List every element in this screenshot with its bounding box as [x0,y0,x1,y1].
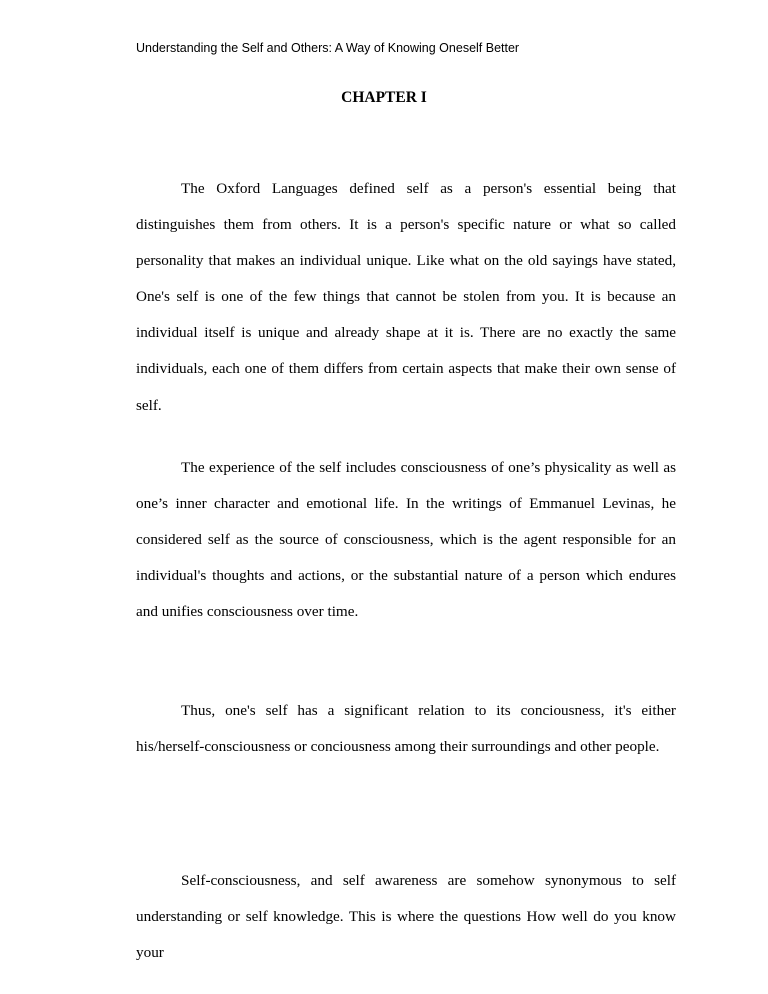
body-paragraph-1: The Oxford Languages defined self as a person's essential being that distinguishes them from others. It is a person's specific nature or what so called personality that makes an individual unique. Like what on the old sayings have stated, One's self is one of the few things that cannot be stolen from you. It is because an individual itself is unique and already shape at it is. There are no exactly the same individuals, each one of them differs from certain aspects that make their own sense of self. [136,180,676,414]
body-paragraph-3: Thus, one's self has a significant relation to its conciousness, it's either his/herself-consciousness or conciousness among their surroundings and other people. [136,702,676,756]
running-header: Understanding the Self and Others: A Way of Knowing Oneself Better [136,41,520,55]
body-paragraph-4: Self-consciousness, and self awareness are somehow synonymous to self understanding or self knowledge. This is where the questions How well do you know your [136,872,676,962]
body-paragraph-2: The experience of the self includes consciousness of one’s physicality as well as one’s inner character and emotional life. In the writings of Emmanuel Levinas, he considered self as the source of consciousness, which is the agent responsible for an individual's thoughts and actions, or the substantial nature of a person which endures and unifies consciousness over time. [136,459,676,621]
chapter-title: CHAPTER I [341,89,427,106]
